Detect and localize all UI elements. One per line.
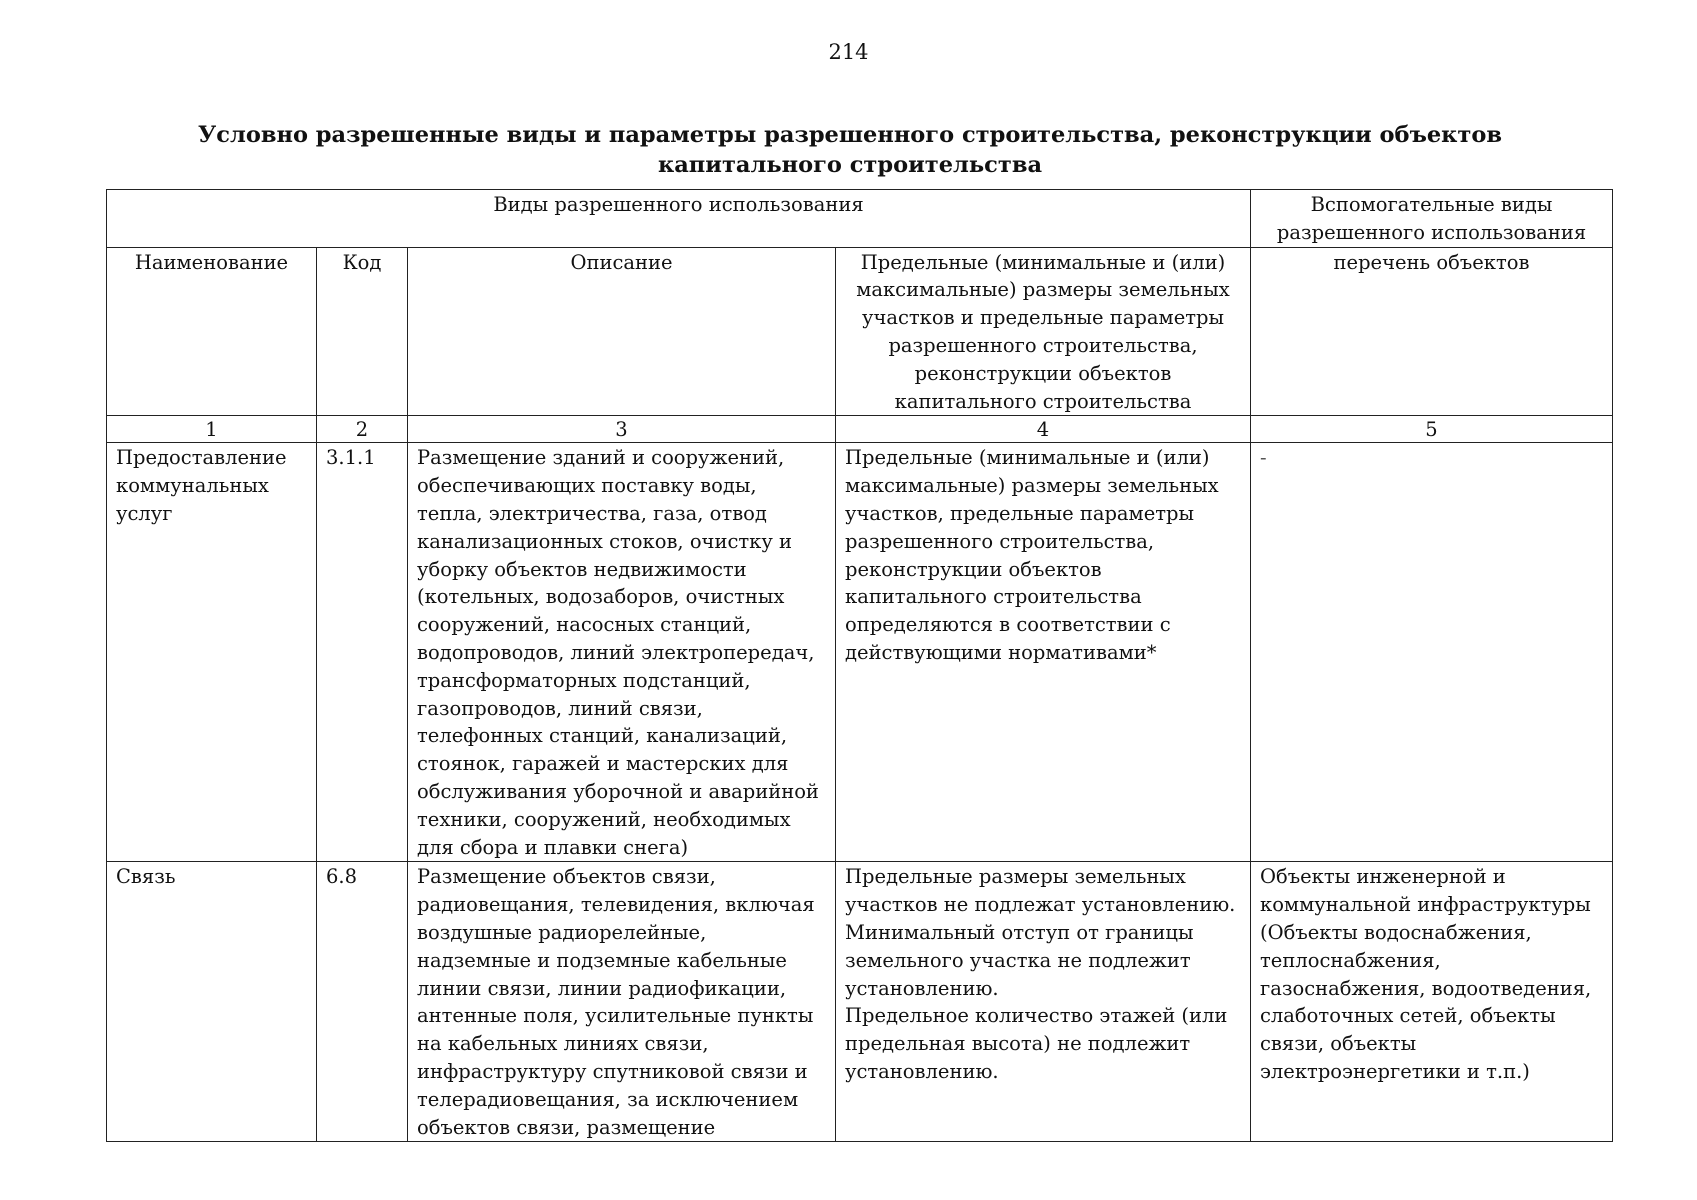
- column-number: 4: [836, 416, 1251, 443]
- column-header-row: [107, 247, 1613, 416]
- column-number: 5: [1251, 416, 1613, 443]
- regulations-table: [106, 189, 1613, 1142]
- row-code: 3.1.1: [317, 443, 408, 862]
- column-header-description: Описание: [408, 247, 836, 416]
- column-header-code: Код: [317, 247, 408, 416]
- row-name: Связь: [107, 862, 317, 1142]
- table-row: [107, 862, 1613, 1142]
- row-auxiliary: -: [1251, 443, 1613, 862]
- row-description: Размещение объектов связи, радиовещания, телевидения, включая воздушные радиорелейные, надземные и подземные кабельные линии связи, линии радиофикации, антенные поля, усилительные пункты на кабельных линиях связи, инфраструктуру спутниковой связи и телерадиовещания, за исключением объектов связи, размещение: [408, 862, 836, 1142]
- column-number: 2: [317, 416, 408, 443]
- column-number: 3: [408, 416, 836, 443]
- table-row: [107, 443, 1613, 862]
- column-header-parameters: Предельные (минимальные и (или) максимальные) размеры земельных участков и предельные параметры разрешенного строительства, реконструкции объектов капитального строительства: [836, 247, 1251, 416]
- column-header-objects: перечень объектов: [1251, 247, 1613, 416]
- group-header-auxiliary: Вспомогательные виды разрешенного использования: [1251, 190, 1613, 248]
- row-code: 6.8: [317, 862, 408, 1142]
- row-name: Предоставление коммунальных услуг: [107, 443, 317, 862]
- column-header-name: Наименование: [107, 247, 317, 416]
- column-number-row: [107, 416, 1613, 443]
- group-header-row: [107, 190, 1613, 248]
- row-parameters: Предельные размеры земельных участков не подлежат установлению. Минимальный отступ от границы земельного участка не подлежит установлению. Предельное количество этажей (или предельная высота) не подлежит установлению.: [836, 862, 1251, 1142]
- group-header-main: Виды разрешенного использования: [107, 190, 1251, 248]
- document-title: Условно разрешенные виды и параметры разрешенного строительства, реконструкции объектов капитального строительства: [198, 122, 1502, 178]
- row-description: Размещение зданий и сооружений, обеспечивающих поставку воды, тепла, электричества, газа, отвод канализационных стоков, очистку и уборку объектов недвижимости (котельных, водозаборов, очистных сооружений, насосных станций, водопроводов, линий электропередач, трансформаторных подстанций, газопроводов, линий связи, телефонных станций, канализаций, стоянок, гаражей и мастерских для обслуживания уборочной и аварийной техники, сооружений, необходимых для сбора и плавки снега): [408, 443, 836, 862]
- row-parameters: Предельные (минимальные и (или) максимальные) размеры земельных участков, предельные параметры разрешенного строительства, реконструкции объектов капитального строительства определяются в соответствии с действующими нормативами*: [836, 443, 1251, 862]
- page-number: 214: [828, 40, 869, 64]
- row-auxiliary: Объекты инженерной и коммунальной инфраструктуры (Объекты водоснабжения, теплоснабжения, газоснабжения, водоотведения, слаботочных сетей, объекты связи, объекты электроэнергетики и т.п.): [1251, 862, 1613, 1142]
- column-number: 1: [107, 416, 317, 443]
